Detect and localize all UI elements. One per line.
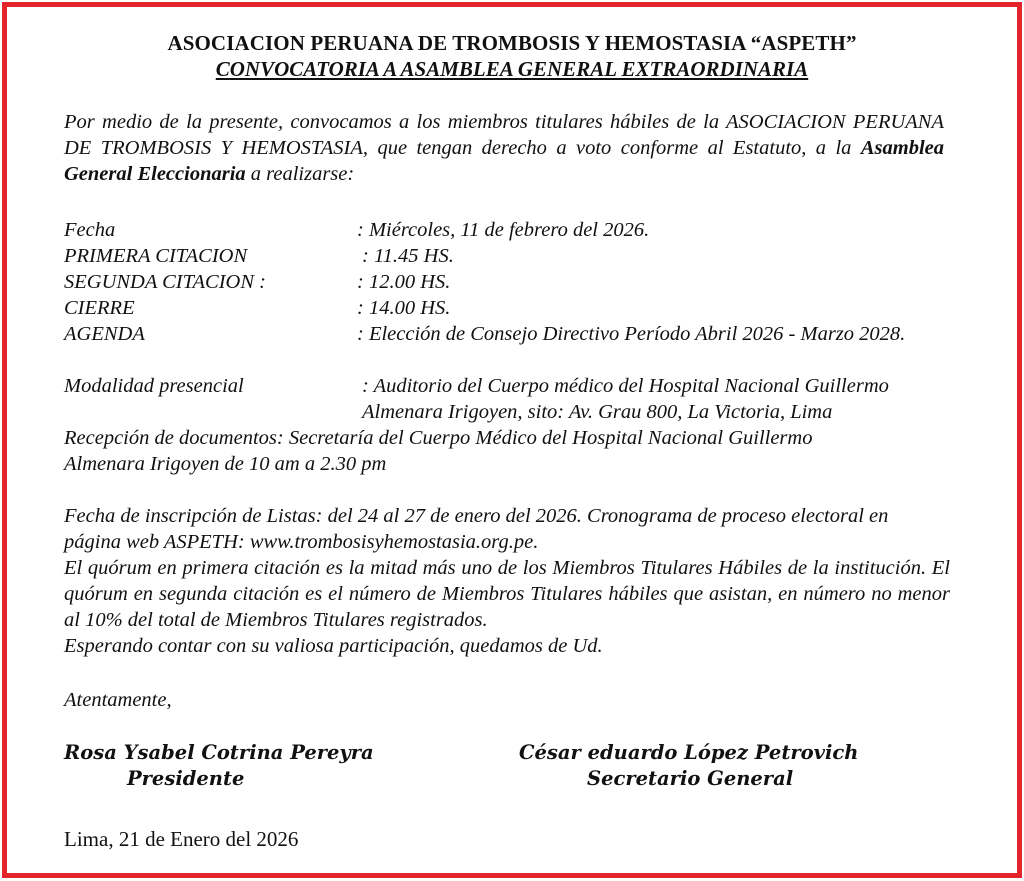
- modalidad-label: Modalidad presencial: [64, 375, 244, 397]
- modalidad-value-line2: Almenara Irigoyen, sito: Av. Grau 800, La Victoria, Lima: [362, 401, 833, 423]
- agenda-label: AGENDA: [64, 323, 145, 345]
- intro-paragraph: [64, 109, 944, 187]
- fecha-value: : Miércoles, 11 de febrero del 2026.: [357, 219, 650, 241]
- segunda-citacion-value: : 12.00 HS.: [357, 271, 451, 293]
- convocatoria-title: CONVOCATORIA A ASAMBLEA GENERAL EXTRAORDINARIA: [215, 57, 809, 81]
- recepcion-line1: Recepción de documentos: Secretaría del Cuerpo Médico del Hospital Nacional Guillermo: [64, 427, 813, 449]
- recepcion-line2: Almenara Irigoyen de 10 am a 2.30 pm: [64, 453, 387, 475]
- document-frame: [2, 2, 1022, 878]
- secretary-name: César eduardo López Petrovich: [519, 741, 859, 764]
- cierre-label: CIERRE: [64, 297, 135, 319]
- cierre-value: : 14.00 HS.: [357, 297, 451, 319]
- president-name: Rosa Ysabel Cotrina Pereyra: [64, 741, 374, 764]
- segunda-citacion-label: SEGUNDA CITACION :: [64, 271, 266, 293]
- quorum-paragraph: El quórum en primera citación es la mitad más uno de los Miembros Titulares Hábiles de la institución. El quórum en segunda citación es el número de Miembros Titulares hábiles que asistan, en número no menor al 10% del total de Miembros Titulares registrados.: [64, 557, 950, 631]
- modalidad-value-line1: : Auditorio del Cuerpo médico del Hospital Nacional Guillermo: [362, 375, 889, 397]
- secretary-role: Secretario General: [587, 767, 794, 790]
- inscripcion-paragraph: Fecha de inscripción de Listas: del 24 al 27 de enero del 2026. Cronograma de proceso electoral en página web ASPETH: www.trombosisyhemostasia.org.pe.: [64, 505, 889, 553]
- esperando-line: Esperando contar con su valiosa participación, quedamos de Ud.: [64, 635, 603, 657]
- association-title: ASOCIACION PERUANA DE TROMBOSIS Y HEMOSTASIA “ASPETH”: [167, 31, 857, 55]
- intro-text-before: Por medio de la presente, convocamos a los miembros titulares hábiles de la ASOCIACION PERUANA DE TROMBOSIS Y HEMOSTASIA, que tengan derecho a voto conforme al Estatuto, a la: [64, 111, 944, 159]
- primera-citacion-value: : 11.45 HS.: [362, 245, 454, 267]
- intro-bold: Asamblea General Eleccionaria: [64, 137, 944, 185]
- president-role: Presidente: [127, 767, 245, 790]
- agenda-value: : Elección de Consejo Directivo Período Abril 2026 - Marzo 2028.: [357, 323, 906, 345]
- fecha-label: Fecha: [64, 219, 116, 241]
- atentamente: Atentamente,: [64, 689, 172, 711]
- primera-citacion-label: PRIMERA CITACION: [64, 245, 248, 267]
- intro-text-after: a realizarse:: [245, 163, 355, 185]
- place-date: Lima, 21 de Enero del 2026: [64, 827, 299, 851]
